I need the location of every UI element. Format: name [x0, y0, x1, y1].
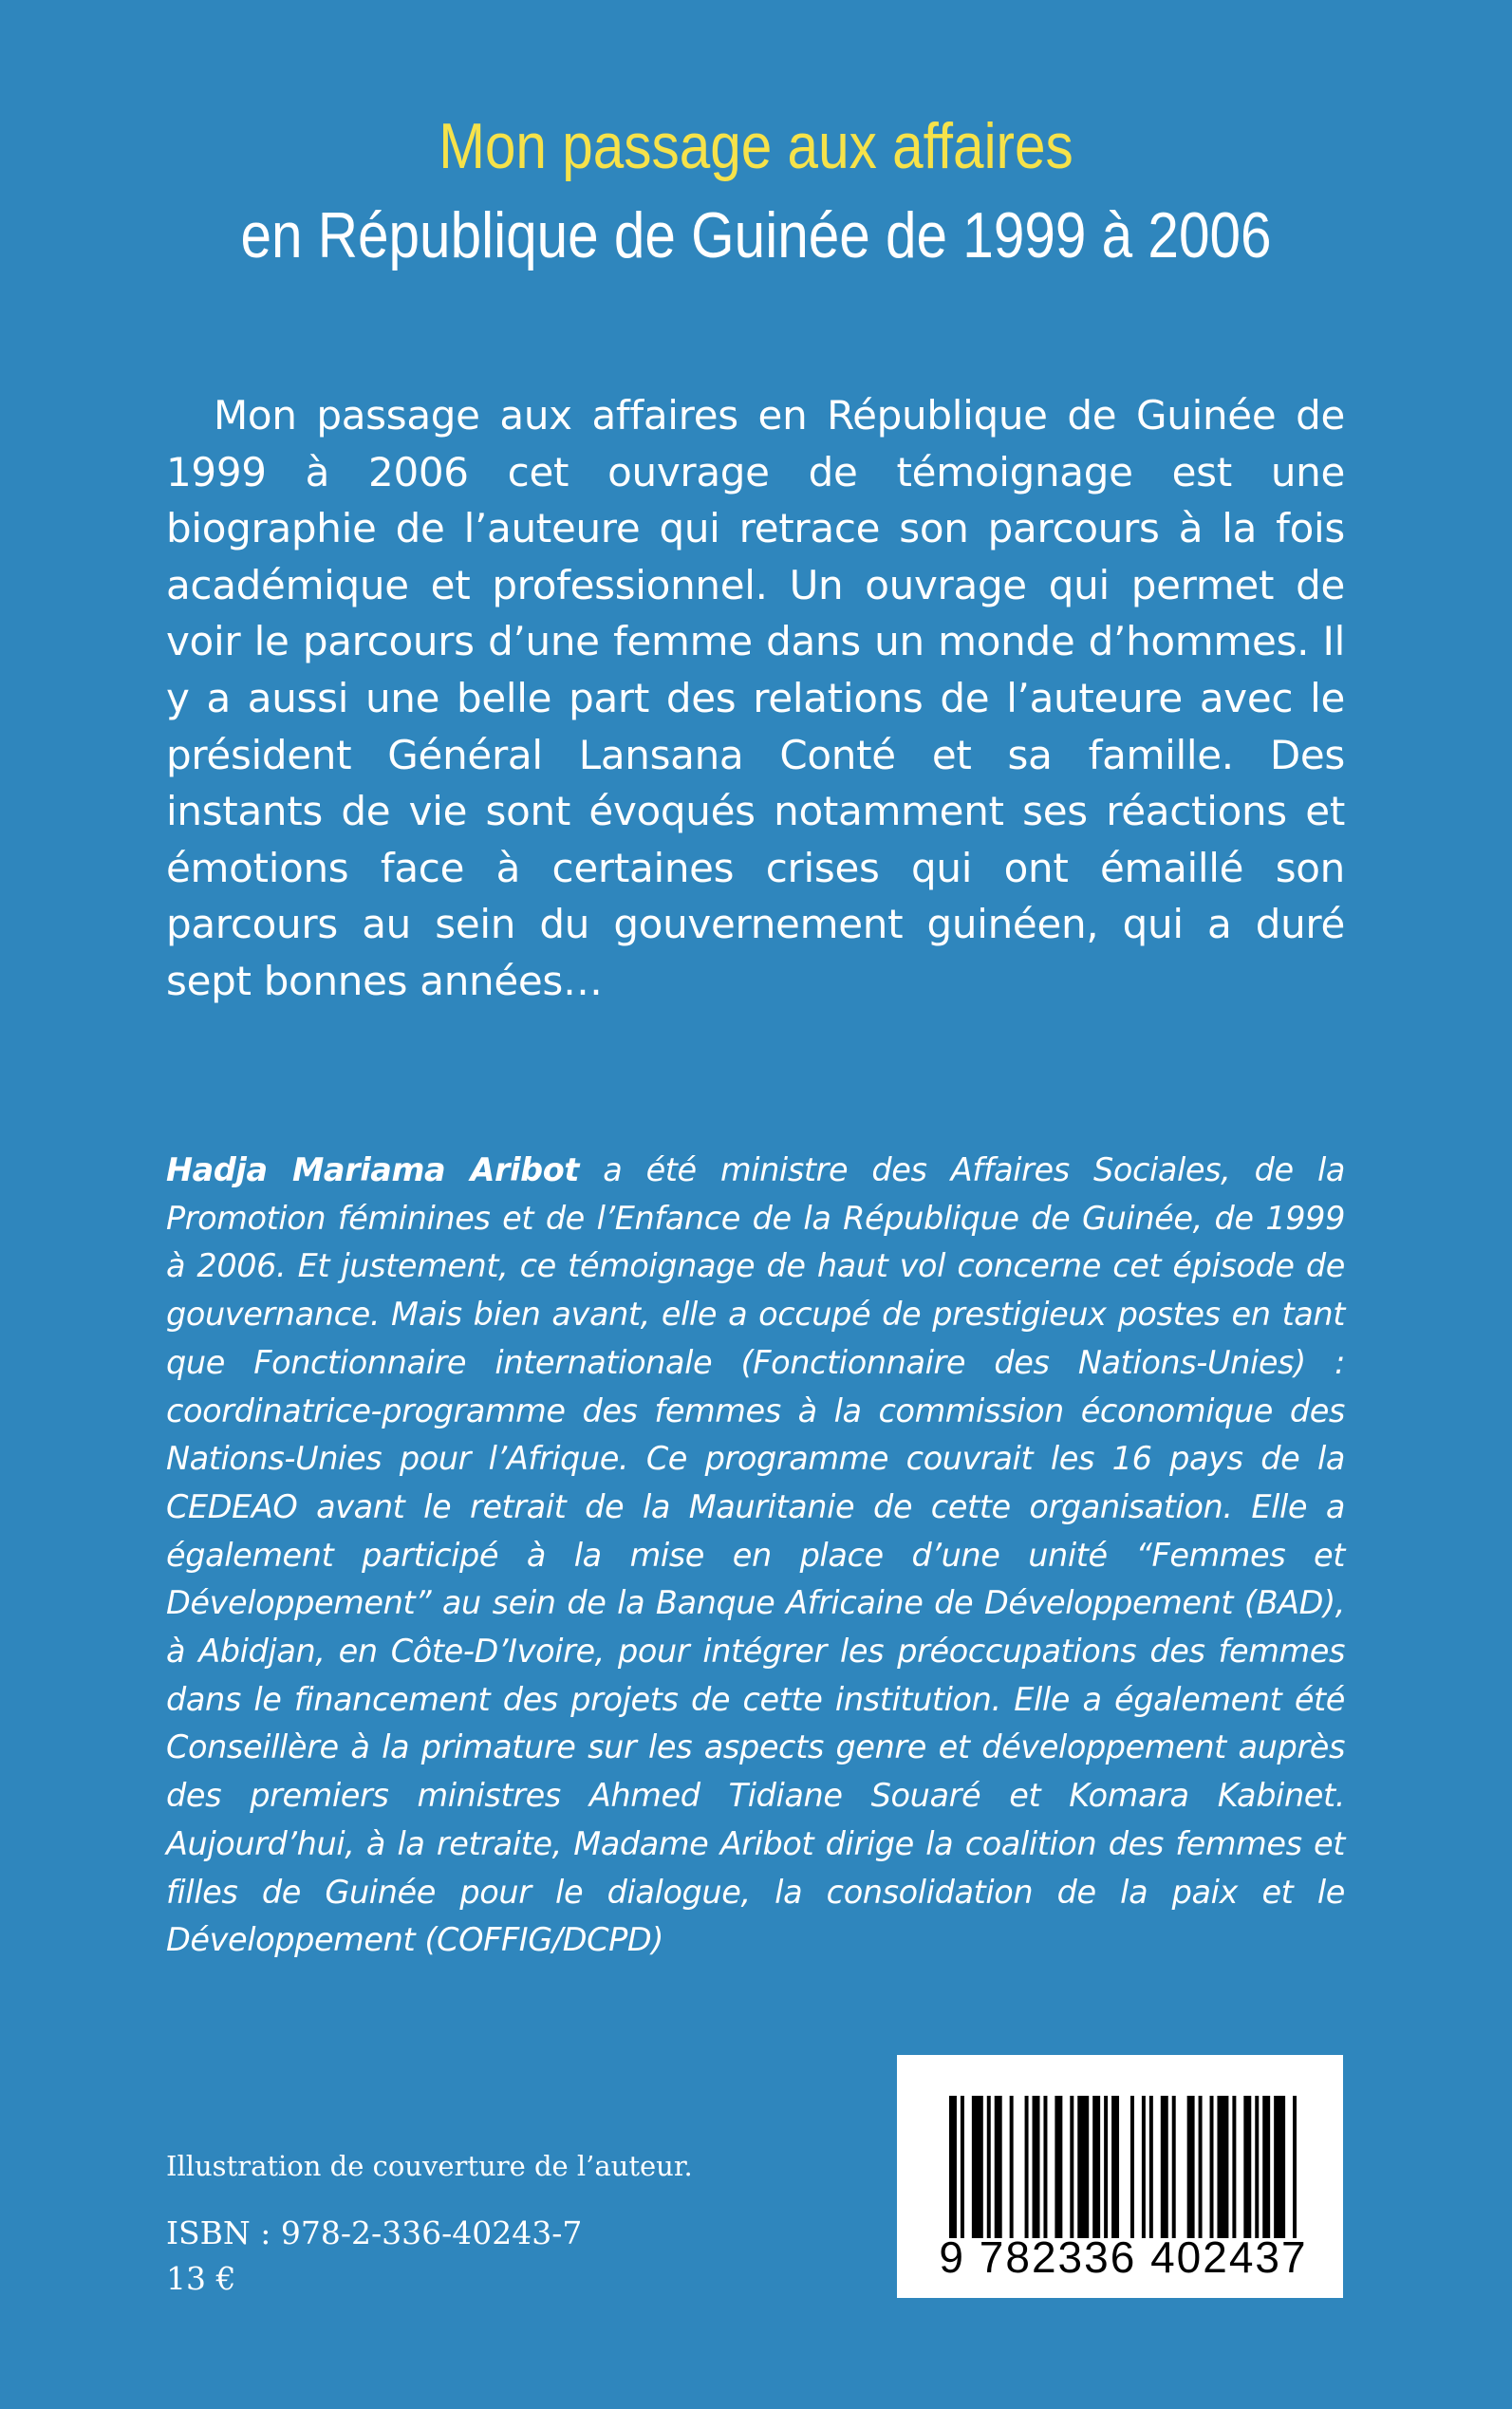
barcode-bar	[1025, 2096, 1029, 2238]
barcode-bar	[1274, 2096, 1285, 2238]
barcode	[897, 2055, 1343, 2298]
price: 13 €	[166, 2260, 236, 2297]
barcode-bar	[1172, 2096, 1176, 2238]
barcode-bar	[1077, 2096, 1089, 2238]
barcode-bar	[987, 2096, 991, 2238]
barcode-bar	[1142, 2096, 1146, 2238]
barcode-bar	[1149, 2096, 1153, 2238]
barcode-bar	[961, 2096, 964, 2238]
book-summary: Mon passage aux affaires en République de Guinée de 1999 à 2006 cet ouvrage de témoignage est une biographie de l’auteure qui retrace son parcours à la fois académique et professionnel. Un ouvrage qui permet de voir le parcours d’une femme dans un monde d’hommes. Il y a aussi une belle part des relations de l’auteure avec le président Général Lansana Conté et sa famille. Des instants de vie sont évoqués notamment ses réactions et émotions face à certaines crises qui ont émaillé son parcours au sein du gouvernement guinéen, qui a duré sept bonnes années…	[166, 392, 1345, 1004]
barcode-bar	[1043, 2096, 1047, 2238]
illustration-credit: Illustration de couverture de l’auteur.	[166, 2150, 693, 2182]
barcode-bar	[1092, 2096, 1100, 2238]
barcode-bar	[1255, 2096, 1259, 2238]
title-line-1: Mon passage aux affaires	[439, 110, 1073, 182]
author-bio	[166, 1147, 1345, 1965]
barcode-bar	[1055, 2096, 1062, 2238]
barcode-bar	[1070, 2096, 1073, 2238]
barcode-bar	[995, 2096, 1002, 2238]
author-bio-text: a été ministre des Affaires Sociales, de la Promotion féminines et de l’Enfance de la République de Guinée, de 1999 à 2006. Et justement, ce témoignage de haut vol concerne cet épisode de gouvernance. Mais bien avant, elle a occupé de prestigieux postes en tant que Fonctionnaire internationale (Fonctionnaire des Nations-Unies) : coordinatrice-programme des femmes à la commission économique des Nations-Unies pour l’Afrique. Ce programme couvrait les 16 pays de la CEDEAO avant le retrait de la Mauritanie de cette organisation. Elle a également participé à la mise en place d’une unité “Femmes et Développement” au sein de la Banque Africaine de Développement (BAD), à Abidjan, en Côte-D’Ivoire, pour intégrer les préoccupations des femmes dans le financement des projets de cette institution. Elle a également été Conseillère à la primature sur les aspects genre et développement auprès des premiers ministres Ahmed Tidiane Souaré et Komara Kabinet. Aujourd’hui, à la retraite, Madame Aribot dirige la coalition des femmes et filles de Guinée pour le dialogue, la consolidation de la paix et le Développement (COFFIG/DCPD)	[166, 1151, 1345, 1959]
barcode-bar	[1293, 2096, 1297, 2238]
barcode-bar	[1111, 2096, 1119, 2238]
barcode-bar	[1104, 2096, 1108, 2238]
barcode-bar	[1262, 2096, 1270, 2238]
barcode-bar	[1232, 2096, 1236, 2238]
barcode-bar	[1199, 2096, 1203, 2238]
title-line-2: en République de Guinée de 1999 à 2006	[240, 199, 1272, 271]
barcode-bar	[1217, 2096, 1228, 2238]
barcode-bar	[1243, 2096, 1251, 2238]
barcode-bar	[1210, 2096, 1214, 2238]
barcode-bar	[949, 2096, 957, 2238]
barcode-digits: 9 782336 402437	[939, 2232, 1308, 2282]
barcode-bar	[972, 2096, 983, 2238]
book-title	[106, 104, 1407, 283]
barcode-bars	[949, 2096, 1300, 2238]
author-name: Hadja Mariama Aribot	[166, 1151, 579, 1188]
barcode-bar	[1033, 2096, 1040, 2238]
barcode-bar	[1161, 2096, 1168, 2238]
barcode-bar	[1187, 2096, 1195, 2238]
isbn: ISBN : 978-2-336-40243-7	[166, 2214, 583, 2251]
barcode-bar	[1010, 2096, 1014, 2238]
barcode-bar	[1130, 2096, 1134, 2238]
